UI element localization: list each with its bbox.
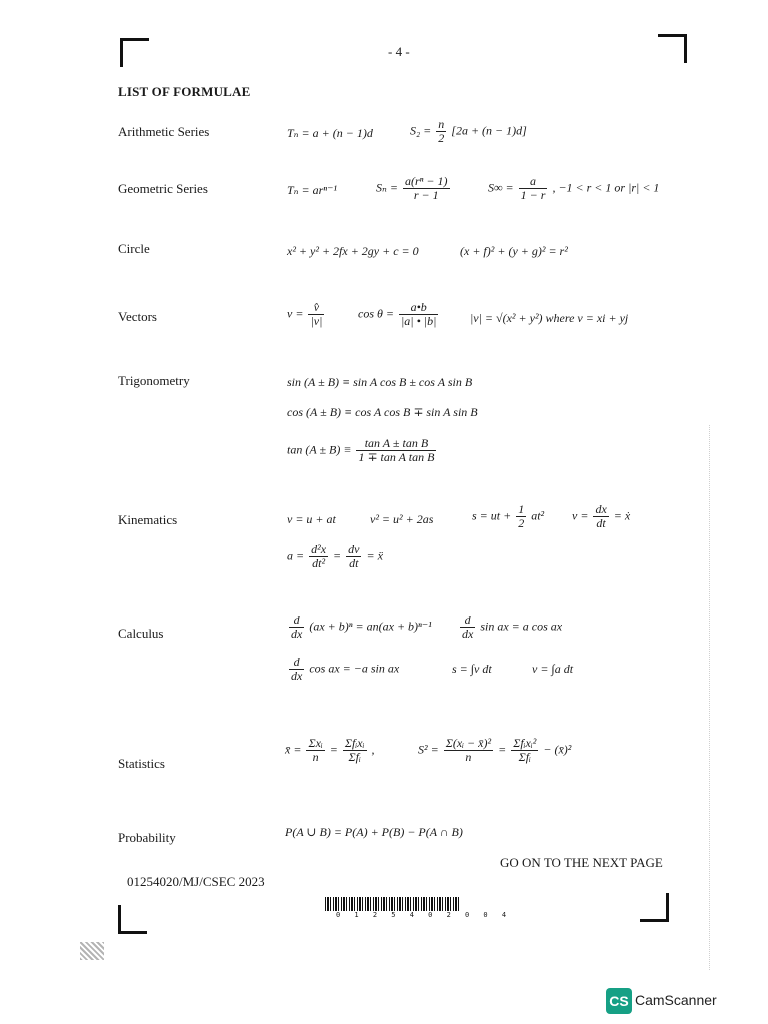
formula-kin-displacement: s = ut + $\frac{1}{2}$ at² bbox=[472, 502, 545, 530]
crop-mark-bottom-left bbox=[118, 905, 147, 934]
formula-calc-power: $\frac{d}{dx}$ (ax + b)ⁿ = an(ax + b)ⁿ⁻¹ bbox=[291, 613, 432, 641]
paper-code: 01254020/MJ/CSEC 2023 bbox=[127, 874, 265, 889]
formula-kin-velocity-squared: v² = u² + 2as bbox=[370, 512, 434, 526]
formula-calc-sin: $\frac{d}{dx}$ sin ax = a cos ax bbox=[462, 613, 563, 641]
formula-vector-magnitude: |v| = √(x² + y²) where v = xi + yj bbox=[470, 311, 629, 325]
label-trigonometry: Trigonometry bbox=[118, 373, 190, 388]
formula-kin-velocity: v = u + at bbox=[287, 512, 336, 526]
camscanner-logo-icon: CS bbox=[606, 988, 632, 1014]
page-title: LIST OF FORMULAE bbox=[118, 84, 251, 99]
formula-probability-union: P(A ∪ B) = P(A) + P(B) − P(A ∩ B) bbox=[285, 825, 463, 839]
label-geometric: Geometric Series bbox=[118, 181, 208, 196]
scanner-qr-icon bbox=[80, 942, 104, 960]
formula-geometric-infinite: S∞ = $\frac{a}{1 - r}$ , −1 < r < 1 or |r| < 1 bbox=[488, 174, 660, 202]
label-kinematics: Kinematics bbox=[118, 512, 178, 527]
crop-mark-top-right bbox=[658, 34, 687, 63]
formula-circle-standard: (x + f)² + (y + g)² = r² bbox=[460, 244, 568, 258]
formula-geometric-sum: Sₙ = $\frac{\text{a(rⁿ − 1)}}{r - 1}$ bbox=[376, 174, 448, 202]
formula-geometric-term: Tₙ = arⁿ⁻¹ bbox=[287, 183, 338, 197]
formula-calc-cos: $\frac{d}{dx}$ cos ax = −a sin ax bbox=[291, 655, 400, 683]
formula-trig-tan: tan (A ± B) ≡ $\frac{\text{tan A ± tan B}}{\text{1 ∓ tan A tan B}}$ bbox=[287, 436, 435, 464]
page-number: - 4 - bbox=[388, 44, 410, 59]
formula-kin-derivative: v = $\frac{dx}{dt}$ = ẋ bbox=[572, 502, 631, 530]
page-edge-shadow bbox=[709, 425, 718, 970]
label-calculus: Calculus bbox=[118, 626, 164, 641]
label-probability: Probability bbox=[118, 830, 176, 845]
label-arithmetic: Arithmetic Series bbox=[118, 124, 210, 139]
formula-vector-unit: v = $\frac{v̂}{|v|}$ bbox=[287, 300, 323, 328]
formula-calc-velocity: v = ∫a dt bbox=[532, 662, 574, 676]
label-vectors: Vectors bbox=[118, 309, 157, 324]
crop-mark-top-left bbox=[120, 38, 149, 67]
go-on-next-page: GO ON TO THE NEXT PAGE bbox=[500, 855, 663, 870]
crop-mark-bottom-right bbox=[640, 893, 669, 922]
formula-stat-mean: x̄ = $\frac{\text{Σxᵢ}}{n}$ = $\frac{\text{Σfᵢxᵢ}}{\text{Σfᵢ}}$ , bbox=[285, 736, 375, 764]
formula-trig-cos: cos (A ± B) ≡ cos A cos B ∓ sin A sin B bbox=[287, 405, 478, 419]
formula-kin-acceleration: a = $\frac{\text{d²x}}{\text{dt²}}$ = $\frac{dv}{dt}$ = ẍ bbox=[287, 542, 383, 570]
formula-circle-general: x² + y² + 2fx + 2gy + c = 0 bbox=[287, 244, 419, 258]
formula-stat-variance: S² = $\frac{\text{Σ(xᵢ − x̄)²}}{n}$ = $\frac{\text{Σfᵢxᵢ²}}{\text{Σfᵢ}}$ − (x̄)² bbox=[418, 736, 572, 764]
barcode bbox=[325, 897, 460, 911]
formula-vector-angle: cos θ = $\frac{a•b}{|a| • |b|}$ bbox=[358, 300, 437, 328]
formula-arithmetic-sum: S₂ = $\frac{n}{2}$ [2a + (n − 1)d] bbox=[410, 117, 527, 145]
formula-arithmetic-term: Tₙ = a + (n − 1)d bbox=[287, 126, 373, 140]
camscanner-watermark-text: CamScanner bbox=[635, 992, 717, 1008]
barcode-number: 0 1 2 5 4 0 2 0 0 4 bbox=[336, 911, 512, 919]
formula-trig-sin: sin (A ± B) ≡ sin A cos B ± cos A sin B bbox=[287, 375, 473, 389]
label-circle: Circle bbox=[118, 241, 150, 256]
label-statistics: Statistics bbox=[118, 756, 165, 771]
formula-calc-displacement: s = ∫v dt bbox=[452, 662, 492, 676]
